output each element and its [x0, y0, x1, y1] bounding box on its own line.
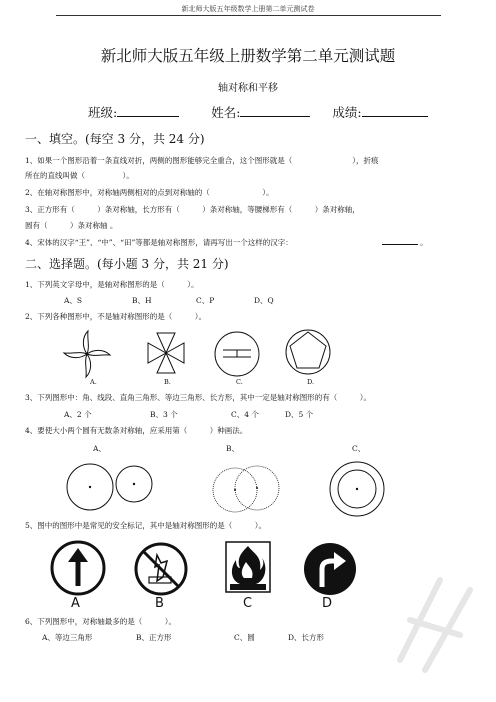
pinwheel-figure [62, 329, 112, 379]
s1-question-3: 3、正方形有（ ）条对称轴，长方形有（ ）条对称轴，等腰梯形有（ ）条对称轴， [25, 205, 360, 214]
s2-q6-option-d: D、长方形 [288, 633, 325, 642]
class-label: 班级: [88, 105, 118, 120]
s2-q3-option-b: B、3 个 [150, 410, 178, 419]
name-label: 姓名: [211, 105, 241, 120]
pentagon-in-circle-figure [284, 328, 332, 376]
s2-q6-option-a: A、等边三角形 [42, 633, 93, 642]
s2-q1-option-b: B、H [132, 296, 152, 305]
s2-q2-label-c: C. [236, 378, 243, 386]
s2-q3-option-c: C、4 个 [231, 410, 259, 419]
s2-q3-option-a: A、2 个 [64, 410, 92, 419]
s1-question-1: 1、如果一个图形沿着一条直线对折，两侧的图形能够完全重合，这个图形就是（ ），折痕 [25, 156, 379, 165]
s2-question-2: 2、下列各种图形中，不是轴对称图形的是（ ）。 [25, 312, 207, 321]
s2-q5-label-b: B [155, 596, 164, 611]
s2-question-1: 1、下列英文字母中，是轴对称图形的是（ ）。 [25, 280, 199, 289]
page-subtitle: 轴对称和平移 [218, 83, 278, 94]
s1-q4-answer-blank[interactable] [382, 244, 418, 245]
name-field[interactable] [240, 104, 310, 117]
section1-heading: 一、填空。(每空 3 分，共 24 分) [25, 132, 205, 146]
s2-q4-label-b: B、 [226, 444, 240, 453]
watermark-graphic [380, 560, 490, 680]
turn-right-sign-icon [302, 541, 358, 597]
circle-with-symbol-figure [213, 330, 261, 378]
s1-question-3-cont: 圆有（ ）条对称轴 。 [25, 221, 118, 230]
s2-q1-option-a: A、S [64, 296, 83, 305]
page-header: 新北师大版五年级数学上册第二单元测试卷 [181, 5, 315, 13]
s2-q5-label-d: D [322, 596, 333, 611]
s2-q2-label-b: B. [164, 378, 171, 386]
section2-heading: 二、选择题。(每小题 3 分，共 21 分) [25, 257, 229, 271]
concentric-circles-figure-c [328, 460, 386, 518]
s2-q5-label-a: A [71, 596, 80, 611]
class-field[interactable] [117, 104, 179, 117]
header-rule [56, 15, 441, 16]
s2-question-6: 6、下列图形中，对称轴最多的是（ ）。 [25, 617, 177, 626]
s2-question-5: 5、图中的图形中是常见的安全标记，其中是轴对称图形的是（ ）。 [25, 521, 267, 530]
s2-q1-option-d: D、Q [254, 296, 274, 305]
flammable-sign-icon [224, 540, 272, 594]
s1-q4-period: 。 [420, 238, 428, 247]
two-circles-figure-a [62, 462, 158, 512]
s2-q4-label-a: A、 [93, 444, 106, 453]
arrow-up-sign-icon [50, 540, 106, 596]
s2-question-3: 3、下列图形中：角、线段、直角三角形、等边三角形、长方形，其中一定是轴对称图形的有（ ）。 [25, 393, 372, 402]
s1-question-2: 2、在轴对称图形中，对称轴两侧相对的点到对称轴的（ ）。 [25, 188, 274, 197]
s2-q3-option-d: D、5 个 [285, 410, 314, 419]
bowtie-figure [143, 329, 189, 377]
s2-question-4: 4、要使大小两个圆有无数条对称轴，应采用第（ ）种画法。 [25, 426, 248, 435]
page-title: 新北师大版五年级上册数学第二单元测试题 [100, 47, 396, 65]
s2-q1-option-c: C、P [196, 296, 215, 305]
s2-q4-label-c: C、 [352, 444, 366, 453]
two-circles-figure-b [205, 462, 285, 514]
score-label: 成绩: [332, 105, 362, 120]
s1-question-1-cont: 所在的直线叫做（ ）。 [25, 171, 134, 180]
score-field[interactable] [362, 104, 428, 117]
student-info-row [88, 103, 428, 121]
s2-q6-option-b: B、正方形 [136, 633, 172, 642]
s1-question-4: 4、宋体的汉字“王”、“中”、“田”等都是轴对称图形，请再写出一个这样的汉字： [25, 238, 293, 247]
no-fire-sign-icon [133, 541, 189, 597]
s2-q5-label-c: C [243, 596, 253, 611]
s2-q6-option-c: C、圆 [234, 633, 255, 642]
s2-q2-label-d: D. [307, 378, 315, 386]
s2-q2-label-a: A. [90, 378, 97, 386]
